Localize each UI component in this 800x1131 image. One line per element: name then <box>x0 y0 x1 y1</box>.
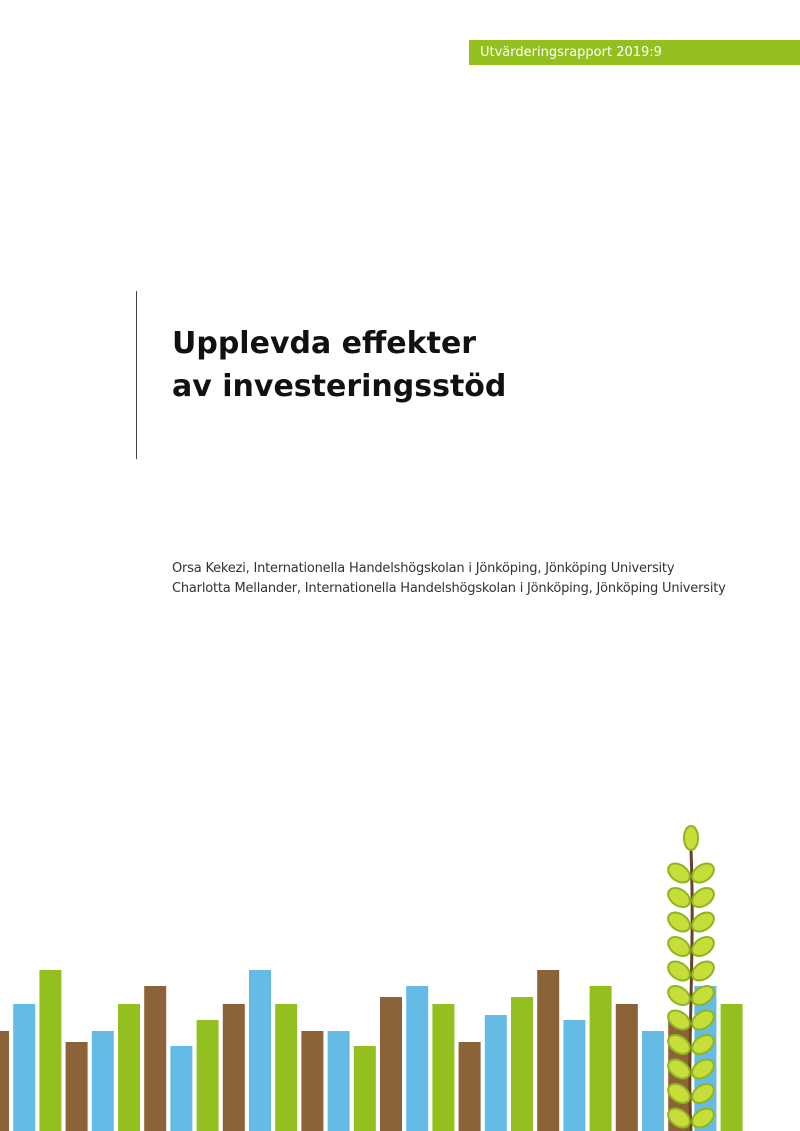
decor-bar <box>118 1004 140 1131</box>
plant-leaf <box>665 909 694 936</box>
decor-bar <box>13 1004 35 1131</box>
plant-leaf <box>665 884 694 911</box>
author-line-2: Charlotta Mellander, Internationella Handelshögskolan i Jönköping, Jönköping University <box>172 581 726 596</box>
title-divider <box>136 291 137 459</box>
decor-bar <box>511 997 533 1131</box>
author-line-1: Orsa Kekezi, Internationella Handelshögskolan i Jönköping, Jönköping University <box>172 561 675 576</box>
plant-leaf <box>665 933 694 960</box>
plant-leaf <box>665 982 694 1009</box>
decor-bar <box>0 1031 9 1131</box>
decorative-bars <box>0 970 743 1131</box>
plant-leaf <box>665 958 694 985</box>
decor-bar <box>406 986 428 1131</box>
bar-decoration <box>0 800 800 1131</box>
decor-bar <box>354 1046 376 1131</box>
decor-bar <box>537 970 559 1131</box>
plant-icon <box>665 826 718 1131</box>
decor-bar <box>66 1042 88 1131</box>
decor-bar <box>590 986 612 1131</box>
report-title <box>172 322 506 408</box>
plant-top-leaf <box>684 826 698 850</box>
decor-bar <box>328 1031 350 1131</box>
report-title-line-2: av investeringsstöd <box>172 369 507 404</box>
decor-bar <box>170 1046 192 1131</box>
decor-bar <box>616 1004 638 1131</box>
decor-bar <box>144 986 166 1131</box>
report-series-label: Utvärderingsrapport 2019:9 <box>469 40 800 65</box>
decor-bar <box>249 970 271 1131</box>
decor-bar <box>432 1004 454 1131</box>
decor-bar <box>223 1004 245 1131</box>
decor-bar <box>92 1031 114 1131</box>
decor-bar <box>459 1042 481 1131</box>
decor-bar <box>275 1004 297 1131</box>
decor-bar <box>380 997 402 1131</box>
decor-bar <box>485 1015 507 1131</box>
plant-stem <box>690 850 692 1131</box>
plant-leaf <box>665 860 694 887</box>
decor-bar <box>197 1020 219 1131</box>
author-list <box>172 559 726 599</box>
decor-bar <box>301 1031 323 1131</box>
report-title-line-1: Upplevda effekter <box>172 326 477 361</box>
decor-bar <box>721 1004 743 1131</box>
decor-bar <box>642 1031 664 1131</box>
decor-bar <box>39 970 61 1131</box>
decor-bar <box>563 1020 585 1131</box>
